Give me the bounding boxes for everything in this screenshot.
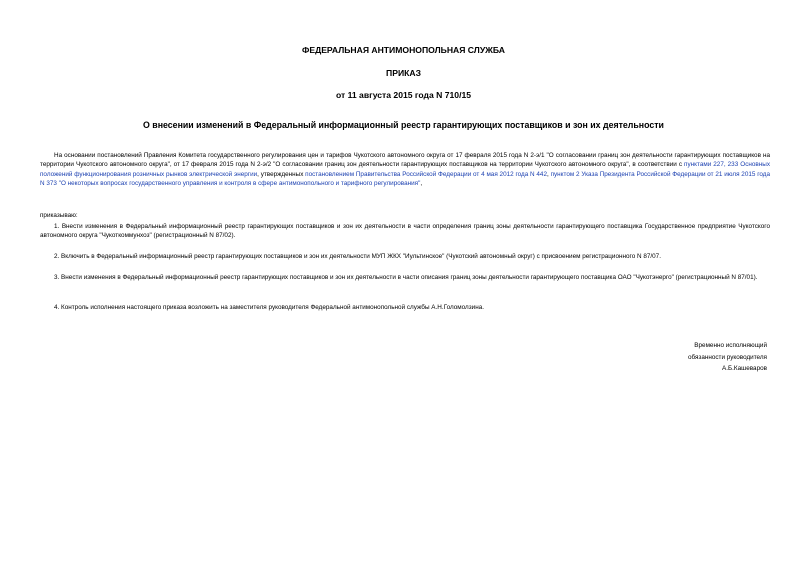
link-presidential-decree-373[interactable]: пунктом 2 Указа Президента Российской Федерации от 21 июля 2015 года N 373 "О некоторых вопросах государственного управления и контроля в сфере антимонопольного и тарифного регулирования" [40,170,771,188]
preamble-text: , [547,170,551,178]
link-government-resolution-442[interactable]: постановлением Правительства Российской Федерации от 4 мая 2012 года N 442 [305,170,547,178]
preamble-text: , [420,180,423,188]
preamble-paragraph [40,151,770,189]
order-item-4: 4. Контроль исполнения настоящего приказа возложить на заместителя руководителя Федеральной антимонопольной службы А.Н.Голомолзина. [54,304,485,311]
document-type: ПРИКАЗ [386,68,421,78]
order-item-1: 1. Внести изменения в Федеральный информационный реестр гарантирующих поставщиков и зон их деятельности в части определения границ зоны деятельности гарантирующего поставщика Государственное предприятие Чукотского автономного округа "Чукоткоммунхоз" (регистрационный N 87/02). [40,223,770,240]
preamble-text: , утвержденных [257,170,306,178]
signature-name: А.Б.Кашеваров [721,365,767,372]
preamble-text: На основании постановлений Правления Комитета государственного регулирования цен и тарифов Чукотского автономного округа от 17 февраля 2015 года N 2-э/1 "О согласовании границ зон деятельности гарантирующих поставщиков на территории Чукотского автономного округа", от 17 февраля 2015 года N 2-э/2 "О согласовании границ зон деятельности гарантирующих поставщиков на территории Чукотского автономного округа", в соответствии с [40,152,770,169]
agency-title: ФЕДЕРАЛЬНАЯ АНТИМОНОПОЛЬНАЯ СЛУЖБА [302,45,505,55]
order-item-2: 2. Включить в Федеральный информационный реестр гарантирующих поставщиков и зон их деятельности МУП ЖКХ "Иультинское" (Чукотский автономный округ) с присвоением регистрационного N 87/07. [54,253,661,260]
order-item-3: 3. Внести изменения в Федеральный информационный реестр гарантирующих поставщиков и зон их деятельности в части описания границ зоны деятельности гарантирующего поставщика ОАО "Чукотэнерго" (регистрационный N 87/01). [54,274,758,281]
document-subject: О внесении изменений в Федеральный информационный реестр гарантирующих поставщиков и зон их деятельности [143,120,664,130]
signature-position-line1: Временно исполняющий [694,342,767,349]
document-date-number: от 11 августа 2015 года N 710/15 [335,90,472,100]
link-retail-market-rules[interactable]: пунктами 227, 233 Основных положений функционирования розничных рынков электрической энергии [40,161,771,178]
order-word: приказываю: [40,212,78,219]
signature-position-line2: обязанности руководителя [687,354,767,361]
